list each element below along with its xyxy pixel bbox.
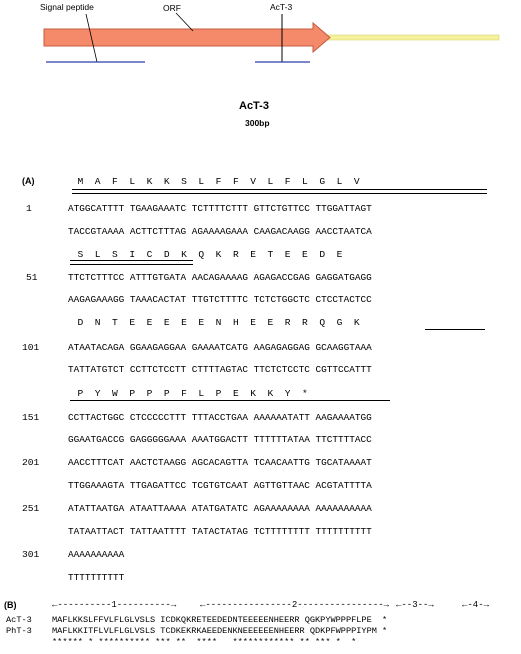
sense-strand-51: TTCTCTTTCC ATTTGTGATA AACAGAAAAG AGAGACCGAG GAGGATGAGG [68, 272, 372, 283]
region-1-bracket: ←----------1----------→ [52, 600, 177, 610]
utr-tail [325, 35, 499, 40]
region-2-bracket: ←----------------2----------------→ [200, 600, 390, 610]
antisense-strand-151: GGAATGACCG GAGGGGGAAA AAATGGACTT TTTTTTATAA TTCTTTTACC [68, 434, 372, 445]
aa-line-3: D N T E E E E E N H E E R R Q G K [66, 317, 360, 328]
region-4-bracket: ←-4-→ [462, 600, 490, 610]
antisense-strand-301: TTTTTTTTTT [68, 572, 125, 583]
signal-peptide-underline-end [70, 260, 193, 265]
panel-a-label: (A) [22, 176, 35, 186]
panel-b-label: (B) [4, 600, 17, 610]
signal-peptide-underline [72, 189, 487, 194]
gene-name-title: AcT-3 [239, 100, 269, 112]
antisense-strand-101: TATTATGTCT CCTTCTCCTT CTTTTAGTAC TTCTCTCCTC CGTTCCATTT [68, 364, 372, 375]
sense-strand-201: AACCTTTCAT AACTCTAAGG AGCACAGTTA TCAACAATTG TGCATAAAAT [68, 457, 372, 468]
position-101: 101 [22, 342, 40, 353]
sense-strand-101: ATAATACAGA GGAAGAGGAA GAAAATCATG AAGAGAGGAG GCAAGGTAAA [68, 342, 372, 353]
act3-label: AcT-3 [270, 2, 293, 12]
position-151: 151 [22, 412, 40, 423]
aa-line-2: S L S I C D K Q K R E T E E D E [66, 249, 343, 260]
sense-strand-301: AAAAAAAAAA [68, 549, 125, 560]
position-251: 251 [22, 503, 40, 514]
signal-peptide-label: Signal peptide [40, 2, 94, 12]
position-51: 51 [26, 272, 38, 283]
position-201: 201 [22, 457, 40, 468]
region-3-underline [70, 400, 390, 401]
conservation-stars: ****** * ********** *** ** **** ************ ** *** * * [52, 637, 357, 647]
sense-strand-1: ATGGCATTTT TGAAGAAATC TCTTTTCTTT GTTCTGTTCC TTGGATTAGT [68, 203, 372, 214]
alignment-name-act3: AcT-3 [6, 615, 32, 625]
gene-size: 300bp [245, 118, 270, 128]
position-301: 301 [22, 549, 40, 560]
orf-arrow [44, 23, 330, 52]
alignment-seq-act3: MAFLKKSLFFVLFLGLVSLS ICDKQKRETEEDEDNTEEEEENHEERR QGKPYWPPPFLPE * [52, 615, 388, 625]
region-3-underline-start [425, 329, 485, 330]
antisense-strand-1: TACCGTAAAA ACTTCTTTAG AGAAAAGAAA CAAGACAAGG AACCTAATCA [68, 226, 372, 237]
alignment-name-pht3: PhT-3 [6, 626, 32, 636]
orf-pointer [176, 13, 193, 31]
alignment-seq-pht3: MAFLKKITFLVLFLGLVSLS TCDKEKRKAEEDENKNEEEEEENHEERR QDKPFWPPPIYPM * [52, 626, 388, 636]
aa-line-1: M A F L K K S L F F V L F L G L V [66, 176, 360, 187]
sense-strand-251: ATATTAATGA ATAATTAAAA ATATGATATC AGAAAAAAAA AAAAAAAAAA [68, 503, 372, 514]
region-3-bracket: ←--3--→ [396, 600, 434, 610]
antisense-strand-51: AAGAGAAAGG TAAACACTAT TTGTCTTTTC TCTCTGGCTC CTCCTACTCC [68, 294, 372, 305]
antisense-strand-251: TATAATTACT TATTAATTTT TATACTATAG TCTTTTTTTT TTTTTTTTTT [68, 526, 372, 537]
antisense-strand-201: TTGGAAAGTA TTGAGATTCC TCGTGTCAAT AGTTGTTAAC ACGTATTTTA [68, 480, 372, 491]
position-1: 1 [26, 203, 32, 214]
orf-label: ORF [163, 3, 181, 13]
aa-line-4: P Y W P P P F L P E K K Y * [66, 388, 308, 399]
sense-strand-151: CCTTACTGGC CTCCCCCTTT TTTACCTGAA AAAAAATATT AAGAAAATGG [68, 412, 372, 423]
